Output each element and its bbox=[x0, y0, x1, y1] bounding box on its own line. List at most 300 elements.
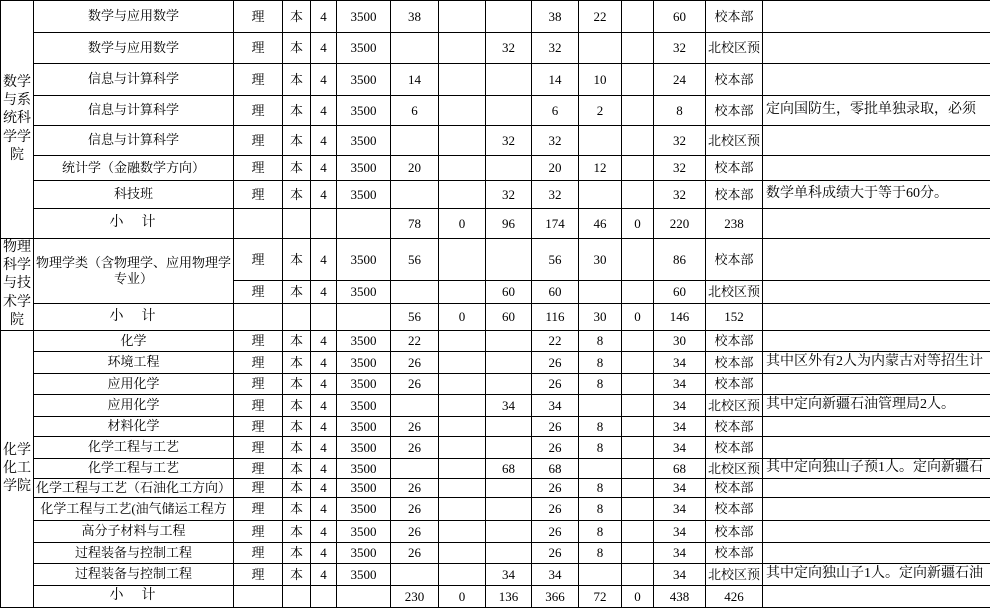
plan-count-cell: 26 bbox=[532, 352, 579, 374]
level-cell bbox=[283, 209, 311, 239]
plan-count-cell: 68 bbox=[486, 459, 532, 479]
campus-cell: 校本部 bbox=[706, 374, 763, 395]
campus-cell: 北校区预 bbox=[706, 459, 763, 479]
note-cell bbox=[763, 543, 990, 564]
plan-count-cell: 32 bbox=[654, 126, 706, 156]
major-cell: 科技班 bbox=[34, 181, 234, 209]
plan-count-cell bbox=[579, 395, 622, 417]
campus-cell: 北校区预 bbox=[706, 564, 763, 586]
plan-count-cell: 34 bbox=[654, 521, 706, 543]
tuition-cell: 3500 bbox=[337, 564, 391, 586]
plan-count-cell bbox=[622, 156, 654, 181]
years-cell: 4 bbox=[311, 331, 337, 352]
plan-count-cell: 366 bbox=[532, 586, 579, 608]
category-cell bbox=[234, 304, 283, 331]
years-cell bbox=[311, 586, 337, 608]
subtotal-row bbox=[1, 304, 990, 331]
plan-count-cell: 6 bbox=[391, 96, 439, 126]
plan-count-cell: 34 bbox=[486, 395, 532, 417]
plan-count-cell: 60 bbox=[486, 281, 532, 304]
level-cell: 本 bbox=[283, 64, 311, 96]
plan-count-cell: 68 bbox=[654, 459, 706, 479]
plan-count-cell bbox=[486, 239, 532, 281]
plan-count-cell bbox=[486, 437, 532, 459]
section-total-cell: 426 bbox=[706, 586, 763, 608]
plan-count-cell: 0 bbox=[622, 586, 654, 608]
plan-count-cell: 56 bbox=[532, 239, 579, 281]
plan-count-cell bbox=[439, 459, 486, 479]
plan-count-cell bbox=[622, 374, 654, 395]
major-row bbox=[1, 64, 990, 96]
plan-count-cell: 32 bbox=[532, 181, 579, 209]
level-cell: 本 bbox=[283, 459, 311, 479]
college-cell: 数学与系统科学学院 bbox=[1, 1, 34, 239]
plan-count-cell: 26 bbox=[391, 498, 439, 521]
plan-count-cell bbox=[439, 33, 486, 64]
category-cell: 理 bbox=[234, 437, 283, 459]
tuition-cell: 3500 bbox=[337, 181, 391, 209]
plan-count-cell bbox=[486, 331, 532, 352]
plan-count-cell bbox=[486, 543, 532, 564]
years-cell: 4 bbox=[311, 181, 337, 209]
plan-count-cell: 8 bbox=[579, 352, 622, 374]
major-cell: 信息与计算科学 bbox=[34, 96, 234, 126]
major-row bbox=[1, 33, 990, 64]
plan-count-cell: 30 bbox=[579, 304, 622, 331]
plan-count-cell bbox=[391, 181, 439, 209]
category-cell: 理 bbox=[234, 239, 283, 281]
major-row bbox=[1, 395, 990, 417]
years-cell: 4 bbox=[311, 417, 337, 437]
note-cell bbox=[763, 437, 990, 459]
plan-count-cell: 8 bbox=[579, 417, 622, 437]
level-cell: 本 bbox=[283, 564, 311, 586]
note-cell bbox=[763, 239, 990, 281]
plan-count-cell: 60 bbox=[654, 281, 706, 304]
plan-count-cell bbox=[622, 498, 654, 521]
plan-count-cell bbox=[439, 126, 486, 156]
note-cell bbox=[763, 586, 990, 608]
subtotal-label-cell: 小 计 bbox=[34, 304, 234, 331]
plan-count-cell: 20 bbox=[532, 156, 579, 181]
note-cell bbox=[763, 417, 990, 437]
plan-count-cell bbox=[622, 1, 654, 33]
years-cell: 4 bbox=[311, 437, 337, 459]
plan-count-cell bbox=[579, 33, 622, 64]
plan-count-cell: 8 bbox=[579, 543, 622, 564]
plan-count-cell bbox=[439, 395, 486, 417]
plan-count-cell: 26 bbox=[532, 437, 579, 459]
note-cell bbox=[763, 33, 990, 64]
plan-count-cell: 72 bbox=[579, 586, 622, 608]
note-cell bbox=[763, 64, 990, 96]
note-cell bbox=[763, 304, 990, 331]
tuition-cell: 3500 bbox=[337, 437, 391, 459]
plan-count-cell: 56 bbox=[391, 304, 439, 331]
years-cell: 4 bbox=[311, 395, 337, 417]
note-cell bbox=[763, 479, 990, 498]
major-row bbox=[1, 521, 990, 543]
note-cell bbox=[763, 521, 990, 543]
tuition-cell: 3500 bbox=[337, 459, 391, 479]
plan-count-cell: 8 bbox=[654, 96, 706, 126]
major-cell: 数学与应用数学 bbox=[34, 33, 234, 64]
major-cell: 信息与计算科学 bbox=[34, 126, 234, 156]
major-row bbox=[1, 156, 990, 181]
major-row bbox=[1, 96, 990, 126]
plan-count-cell: 14 bbox=[391, 64, 439, 96]
plan-count-cell: 6 bbox=[532, 96, 579, 126]
plan-count-cell: 22 bbox=[579, 1, 622, 33]
major-cell: 应用化学 bbox=[34, 395, 234, 417]
years-cell: 4 bbox=[311, 156, 337, 181]
plan-count-cell bbox=[486, 1, 532, 33]
plan-count-cell: 136 bbox=[486, 586, 532, 608]
plan-count-cell bbox=[622, 352, 654, 374]
years-cell: 4 bbox=[311, 543, 337, 564]
plan-count-cell: 26 bbox=[391, 374, 439, 395]
plan-count-cell: 34 bbox=[654, 374, 706, 395]
plan-count-cell: 26 bbox=[391, 521, 439, 543]
note-cell: 其中定向新疆石油管理局2人。 bbox=[763, 395, 990, 417]
plan-count-cell bbox=[439, 96, 486, 126]
plan-count-cell: 34 bbox=[532, 395, 579, 417]
campus-cell: 校本部 bbox=[706, 352, 763, 374]
plan-count-cell bbox=[622, 181, 654, 209]
plan-count-cell bbox=[622, 33, 654, 64]
category-cell: 理 bbox=[234, 96, 283, 126]
plan-count-cell: 26 bbox=[532, 417, 579, 437]
major-row bbox=[1, 352, 990, 374]
major-row bbox=[1, 437, 990, 459]
college-cell: 物理科学与技术学院 bbox=[1, 239, 34, 331]
major-cell: 过程装备与控制工程 bbox=[34, 543, 234, 564]
tuition-cell: 3500 bbox=[337, 64, 391, 96]
category-cell: 理 bbox=[234, 521, 283, 543]
category-cell: 理 bbox=[234, 126, 283, 156]
major-cell: 物理学类（含物理学、应用物理学专业） bbox=[34, 239, 234, 304]
campus-cell: 北校区预 bbox=[706, 395, 763, 417]
years-cell bbox=[311, 209, 337, 239]
campus-cell: 校本部 bbox=[706, 521, 763, 543]
category-cell: 理 bbox=[234, 417, 283, 437]
plan-count-cell bbox=[439, 156, 486, 181]
plan-count-cell bbox=[439, 352, 486, 374]
campus-cell: 校本部 bbox=[706, 331, 763, 352]
years-cell: 4 bbox=[311, 498, 337, 521]
tuition-cell: 3500 bbox=[337, 239, 391, 281]
level-cell: 本 bbox=[283, 543, 311, 564]
plan-count-cell: 56 bbox=[391, 239, 439, 281]
major-cell: 过程装备与控制工程 bbox=[34, 564, 234, 586]
category-cell: 理 bbox=[234, 156, 283, 181]
section-total-cell: 152 bbox=[706, 304, 763, 331]
campus-cell: 北校区预 bbox=[706, 33, 763, 64]
plan-count-cell bbox=[579, 459, 622, 479]
category-cell: 理 bbox=[234, 331, 283, 352]
plan-count-cell: 32 bbox=[654, 181, 706, 209]
plan-count-cell bbox=[439, 437, 486, 459]
note-cell bbox=[763, 331, 990, 352]
plan-count-cell: 34 bbox=[654, 417, 706, 437]
tuition-cell: 3500 bbox=[337, 1, 391, 33]
campus-cell: 校本部 bbox=[706, 96, 763, 126]
plan-count-cell: 34 bbox=[654, 395, 706, 417]
tuition-cell bbox=[337, 209, 391, 239]
plan-count-cell bbox=[622, 331, 654, 352]
category-cell: 理 bbox=[234, 181, 283, 209]
plan-count-cell bbox=[439, 374, 486, 395]
plan-count-cell: 60 bbox=[532, 281, 579, 304]
major-row bbox=[1, 498, 990, 521]
level-cell: 本 bbox=[283, 239, 311, 281]
tuition-cell: 3500 bbox=[337, 395, 391, 417]
plan-count-cell: 2 bbox=[579, 96, 622, 126]
plan-count-cell: 116 bbox=[532, 304, 579, 331]
plan-count-cell bbox=[391, 564, 439, 586]
tuition-cell: 3500 bbox=[337, 96, 391, 126]
campus-cell: 校本部 bbox=[706, 498, 763, 521]
category-cell bbox=[234, 209, 283, 239]
plan-count-cell: 60 bbox=[654, 1, 706, 33]
years-cell: 4 bbox=[311, 521, 337, 543]
note-cell bbox=[763, 1, 990, 33]
plan-count-cell bbox=[486, 498, 532, 521]
plan-count-cell: 12 bbox=[579, 156, 622, 181]
plan-count-cell: 34 bbox=[654, 437, 706, 459]
plan-count-cell: 26 bbox=[532, 374, 579, 395]
tuition-cell: 3500 bbox=[337, 281, 391, 304]
college-cell: 化学化工学院 bbox=[1, 331, 34, 608]
subtotal-row bbox=[1, 586, 990, 608]
years-cell: 4 bbox=[311, 564, 337, 586]
tuition-cell bbox=[337, 304, 391, 331]
note-cell: 定向国防生，零批单独录取，必须 bbox=[763, 96, 990, 126]
major-cell: 化学工程与工艺 bbox=[34, 459, 234, 479]
category-cell: 理 bbox=[234, 479, 283, 498]
years-cell bbox=[311, 304, 337, 331]
note-cell: 其中定向独山子预1人。定向新疆石 bbox=[763, 459, 990, 479]
level-cell bbox=[283, 304, 311, 331]
plan-count-cell: 32 bbox=[486, 181, 532, 209]
tuition-cell: 3500 bbox=[337, 352, 391, 374]
years-cell: 4 bbox=[311, 33, 337, 64]
level-cell: 本 bbox=[283, 437, 311, 459]
major-row bbox=[1, 459, 990, 479]
plan-count-cell: 34 bbox=[532, 564, 579, 586]
plan-count-cell: 24 bbox=[654, 64, 706, 96]
plan-count-cell bbox=[439, 239, 486, 281]
plan-count-cell bbox=[622, 437, 654, 459]
plan-count-cell: 26 bbox=[391, 352, 439, 374]
plan-count-cell: 8 bbox=[579, 374, 622, 395]
note-cell bbox=[763, 156, 990, 181]
plan-count-cell: 10 bbox=[579, 64, 622, 96]
years-cell: 4 bbox=[311, 239, 337, 281]
tuition-cell: 3500 bbox=[337, 479, 391, 498]
plan-count-cell bbox=[622, 564, 654, 586]
plan-count-cell: 30 bbox=[654, 331, 706, 352]
note-cell bbox=[763, 498, 990, 521]
major-row bbox=[1, 239, 990, 281]
campus-cell: 校本部 bbox=[706, 156, 763, 181]
plan-count-cell: 30 bbox=[579, 239, 622, 281]
plan-count-cell: 26 bbox=[532, 498, 579, 521]
major-cell: 化学工程与工艺(油气储运工程方 bbox=[34, 498, 234, 521]
plan-count-cell: 32 bbox=[486, 126, 532, 156]
level-cell: 本 bbox=[283, 479, 311, 498]
major-cell: 统计学（金融数学方向） bbox=[34, 156, 234, 181]
level-cell bbox=[283, 586, 311, 608]
years-cell: 4 bbox=[311, 479, 337, 498]
note-cell bbox=[763, 374, 990, 395]
plan-count-cell bbox=[579, 281, 622, 304]
category-cell: 理 bbox=[234, 543, 283, 564]
plan-count-cell bbox=[486, 352, 532, 374]
level-cell: 本 bbox=[283, 352, 311, 374]
campus-cell: 校本部 bbox=[706, 417, 763, 437]
plan-count-cell: 34 bbox=[654, 352, 706, 374]
plan-count-cell: 8 bbox=[579, 521, 622, 543]
plan-count-cell: 26 bbox=[391, 479, 439, 498]
tuition-cell: 3500 bbox=[337, 498, 391, 521]
plan-count-cell: 86 bbox=[654, 239, 706, 281]
plan-count-cell: 68 bbox=[532, 459, 579, 479]
category-cell: 理 bbox=[234, 498, 283, 521]
plan-count-cell: 60 bbox=[486, 304, 532, 331]
plan-count-cell bbox=[486, 96, 532, 126]
subtotal-label-cell: 小 计 bbox=[34, 586, 234, 608]
note-cell: 数学单科成绩大于等于60分。 bbox=[763, 181, 990, 209]
plan-count-cell: 38 bbox=[532, 1, 579, 33]
category-cell: 理 bbox=[234, 374, 283, 395]
years-cell: 4 bbox=[311, 352, 337, 374]
plan-count-cell bbox=[622, 543, 654, 564]
plan-count-cell: 22 bbox=[391, 331, 439, 352]
plan-count-cell: 32 bbox=[486, 33, 532, 64]
plan-count-cell: 26 bbox=[532, 521, 579, 543]
category-cell: 理 bbox=[234, 33, 283, 64]
years-cell: 4 bbox=[311, 459, 337, 479]
years-cell: 4 bbox=[311, 96, 337, 126]
level-cell: 本 bbox=[283, 417, 311, 437]
tuition-cell: 3500 bbox=[337, 156, 391, 181]
campus-cell: 北校区预 bbox=[706, 281, 763, 304]
plan-count-cell bbox=[439, 281, 486, 304]
plan-count-cell bbox=[439, 181, 486, 209]
plan-count-cell bbox=[486, 479, 532, 498]
plan-count-cell: 220 bbox=[654, 209, 706, 239]
category-cell: 理 bbox=[234, 395, 283, 417]
plan-count-cell bbox=[391, 395, 439, 417]
tuition-cell: 3500 bbox=[337, 331, 391, 352]
level-cell: 本 bbox=[283, 181, 311, 209]
campus-cell: 校本部 bbox=[706, 181, 763, 209]
plan-count-cell bbox=[622, 417, 654, 437]
plan-count-cell: 20 bbox=[391, 156, 439, 181]
tuition-cell: 3500 bbox=[337, 374, 391, 395]
plan-count-cell: 34 bbox=[486, 564, 532, 586]
major-row bbox=[1, 564, 990, 586]
major-cell: 化学工程与工艺 bbox=[34, 437, 234, 459]
plan-count-cell bbox=[391, 459, 439, 479]
plan-count-cell: 96 bbox=[486, 209, 532, 239]
major-row bbox=[1, 479, 990, 498]
plan-count-cell: 26 bbox=[532, 479, 579, 498]
tuition-cell bbox=[337, 586, 391, 608]
plan-count-cell: 34 bbox=[654, 498, 706, 521]
major-row bbox=[1, 1, 990, 33]
plan-count-cell bbox=[622, 459, 654, 479]
major-cell: 化学工程与工艺（石油化工方向） bbox=[34, 479, 234, 498]
level-cell: 本 bbox=[283, 96, 311, 126]
campus-cell: 校本部 bbox=[706, 64, 763, 96]
plan-count-cell bbox=[622, 96, 654, 126]
plan-count-cell bbox=[622, 64, 654, 96]
category-cell: 理 bbox=[234, 281, 283, 304]
plan-count-cell: 38 bbox=[391, 1, 439, 33]
plan-count-cell bbox=[622, 521, 654, 543]
plan-count-cell bbox=[622, 239, 654, 281]
level-cell: 本 bbox=[283, 281, 311, 304]
level-cell: 本 bbox=[283, 521, 311, 543]
plan-count-cell: 34 bbox=[654, 479, 706, 498]
major-cell: 数学与应用数学 bbox=[34, 1, 234, 33]
campus-cell: 校本部 bbox=[706, 437, 763, 459]
plan-count-cell bbox=[439, 479, 486, 498]
plan-count-cell: 146 bbox=[654, 304, 706, 331]
years-cell: 4 bbox=[311, 281, 337, 304]
plan-count-cell: 22 bbox=[532, 331, 579, 352]
plan-count-cell: 46 bbox=[579, 209, 622, 239]
level-cell: 本 bbox=[283, 374, 311, 395]
major-row bbox=[1, 181, 990, 209]
major-row bbox=[1, 543, 990, 564]
plan-count-cell bbox=[622, 126, 654, 156]
years-cell: 4 bbox=[311, 126, 337, 156]
note-cell: 其中定向独山子1人。定向新疆石油 bbox=[763, 564, 990, 586]
plan-count-cell bbox=[486, 374, 532, 395]
plan-count-cell bbox=[579, 126, 622, 156]
major-row bbox=[1, 417, 990, 437]
plan-count-cell bbox=[486, 64, 532, 96]
plan-count-cell bbox=[622, 395, 654, 417]
plan-count-cell: 26 bbox=[532, 543, 579, 564]
plan-count-cell: 8 bbox=[579, 479, 622, 498]
plan-count-cell: 32 bbox=[532, 126, 579, 156]
plan-count-cell: 174 bbox=[532, 209, 579, 239]
plan-count-cell bbox=[622, 479, 654, 498]
plan-count-cell bbox=[439, 564, 486, 586]
major-cell: 应用化学 bbox=[34, 374, 234, 395]
category-cell: 理 bbox=[234, 459, 283, 479]
plan-count-cell: 34 bbox=[654, 543, 706, 564]
campus-cell: 校本部 bbox=[706, 479, 763, 498]
plan-count-cell bbox=[391, 126, 439, 156]
campus-cell: 校本部 bbox=[706, 239, 763, 281]
note-cell bbox=[763, 281, 990, 304]
note-cell bbox=[763, 209, 990, 239]
plan-count-cell bbox=[622, 281, 654, 304]
campus-cell: 北校区预 bbox=[706, 126, 763, 156]
plan-count-cell bbox=[391, 33, 439, 64]
level-cell: 本 bbox=[283, 126, 311, 156]
plan-count-cell: 0 bbox=[439, 586, 486, 608]
plan-count-cell: 230 bbox=[391, 586, 439, 608]
tuition-cell: 3500 bbox=[337, 417, 391, 437]
plan-count-cell: 14 bbox=[532, 64, 579, 96]
plan-count-cell: 34 bbox=[654, 564, 706, 586]
